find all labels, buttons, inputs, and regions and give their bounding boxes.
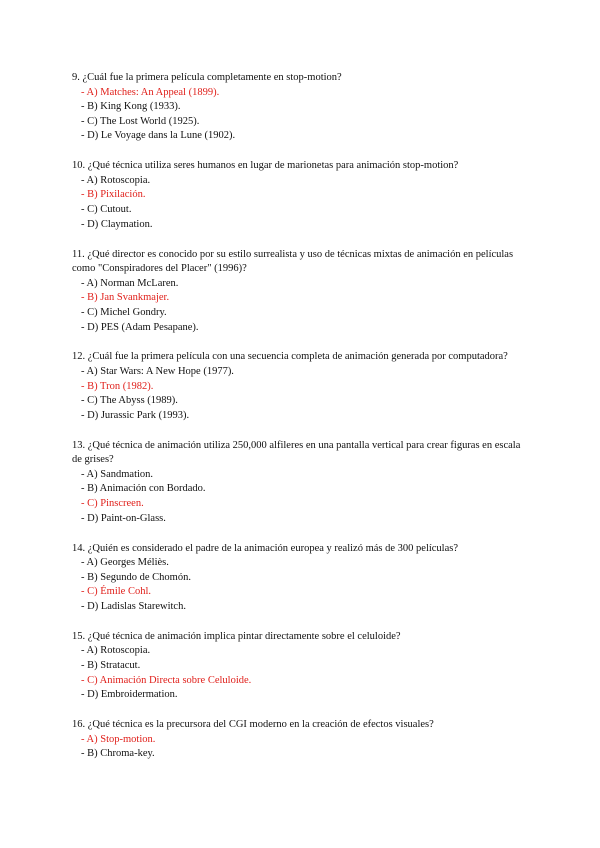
answer-option: - D) PES (Adam Pesapane). (81, 321, 199, 333)
answer-option: - D) Claymation. (81, 218, 153, 230)
answer-option: - D) Jurassic Park (1993). (81, 409, 190, 421)
question-list (72, 71, 532, 777)
answer-option: - D) Embroidermation. (81, 689, 178, 701)
question-block (72, 439, 532, 527)
question-text: 10. ¿Qué técnica utiliza seres humanos en lugar de marionetas para animación stop-motion? (72, 160, 459, 172)
answer-option: - B) Segundo de Chomón. (81, 571, 191, 583)
answer-option: - A) Rotoscopia. (81, 174, 151, 186)
question-block (72, 159, 532, 232)
answer-option-correct: - B) Jan Svankmajer. (81, 292, 170, 304)
answer-option: - A) Norman McLaren. (81, 277, 179, 289)
question-text: 9. ¿Cuál fue la primera película completamente en stop-motion? (72, 72, 342, 83)
question-text: 14. ¿Quién es considerado el padre de la animación europea y realizó más de 300 películas? (72, 542, 459, 554)
answer-option-correct: - B) Tron (1982). (81, 380, 154, 392)
answer-option: - D) Le Voyage dans la Lune (1902). (81, 130, 236, 142)
question-block (72, 71, 532, 144)
answer-option-correct: - C) Émile Cohl. (81, 586, 151, 598)
answer-option-correct: - A) Stop-motion. (81, 733, 156, 745)
answer-option: - D) Paint-on-Glass. (81, 512, 166, 524)
answer-option-correct: - A) Matches: An Appeal (1899). (81, 86, 220, 98)
answer-option: - B) King Kong (1933). (81, 101, 181, 113)
answer-option: - B) Chroma-key. (81, 748, 155, 760)
answer-option: - C) The Lost World (1925). (81, 115, 200, 127)
answer-option-correct: - C) Animación Directa sobre Celuloide. (81, 674, 252, 686)
question-block (72, 630, 532, 703)
answer-option: - B) Stratacut. (81, 659, 141, 671)
answer-option: - C) The Abyss (1989). (81, 395, 178, 407)
question-text: 11. ¿Qué director es conocido por su estilo surrealista y uso de técnicas mixtas de animación en películas como "Conspiradores del Placer" (1996)? (72, 248, 514, 275)
question-block (72, 542, 532, 615)
question-text: 13. ¿Qué técnica de animación utiliza 250,000 alfileres en una pantalla vertical para crear figuras en escala de grises? (72, 439, 521, 466)
answer-option: - A) Rotoscopia. (81, 645, 151, 657)
answer-option: - A) Sandmation. (81, 468, 154, 480)
question-block (72, 718, 532, 762)
question-block (72, 248, 532, 336)
answer-option: - A) Star Wars: A New Hope (1977). (81, 365, 234, 377)
answer-option: - A) Georges Méliès. (81, 557, 169, 569)
answer-option: - C) Michel Gondry. (81, 306, 167, 318)
question-block (72, 350, 532, 423)
question-text: 15. ¿Qué técnica de animación implica pintar directamente sobre el celuloide? (72, 630, 401, 642)
answer-option: - D) Ladislas Starewitch. (81, 600, 186, 612)
question-text: 12. ¿Cuál fue la primera película con una secuencia completa de animación generada por computadora? (72, 351, 508, 363)
answer-option: - C) Cutout. (81, 204, 132, 216)
answer-option: - B) Animación con Bordado. (81, 483, 206, 495)
answer-option-correct: - B) Pixilación. (81, 189, 146, 201)
answer-option-correct: - C) Pinscreen. (81, 498, 144, 510)
question-text: 16. ¿Qué técnica es la precursora del CGI moderno en la creación de efectos visuales? (72, 719, 434, 731)
